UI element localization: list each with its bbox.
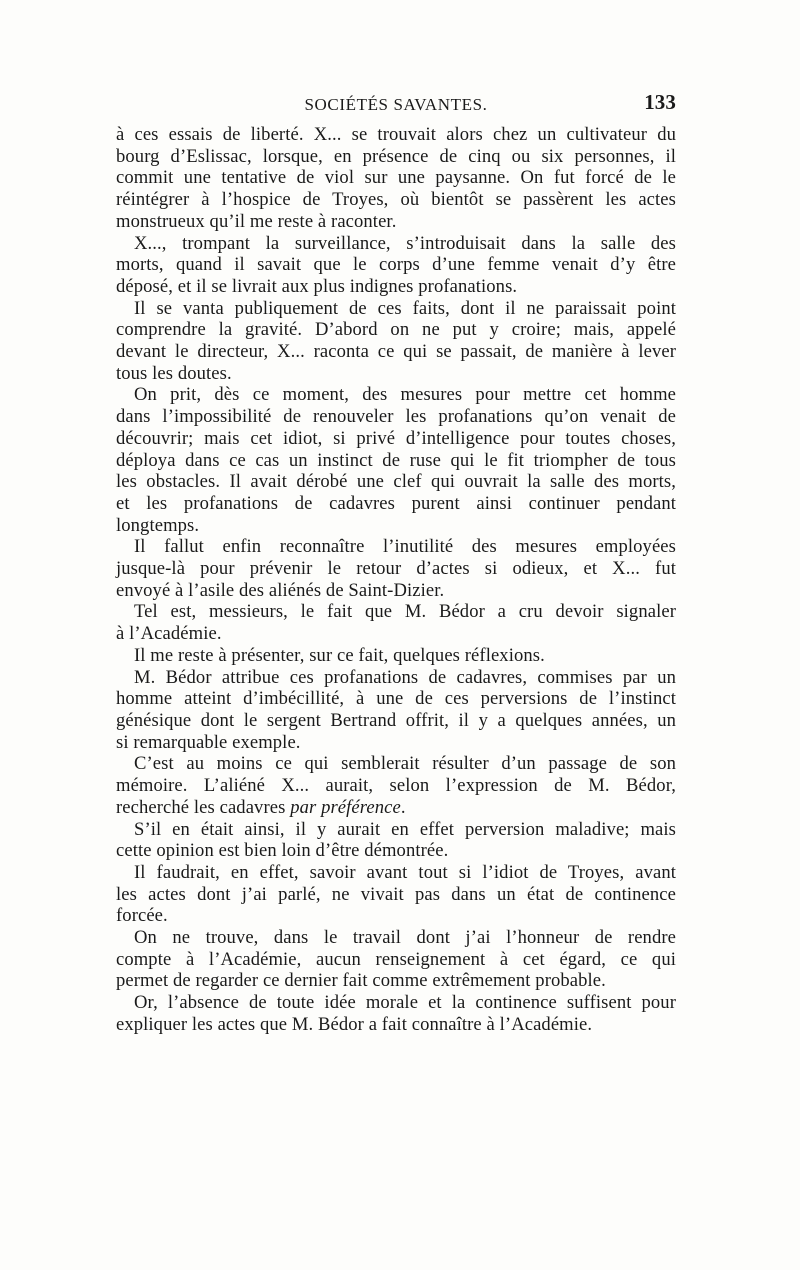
text-line: longtemps. [116,514,200,536]
text-line: comprendre la gravité. D’abord on ne put y croire; mais, appelé [116,319,676,341]
text-line: à l’Académie. [116,623,222,645]
text-line: les actes dont j’ai parlé, ne vivait pas dans un état de continence [116,883,676,905]
paragraph [116,927,676,992]
text-line: tous les doutes. [116,362,232,384]
text-line: cette opinion est bien loin d’être démontrée. [116,840,449,862]
text-line: Il faudrait, en effet, savoir avant tout si l’idiot de Troyes, avant [134,861,676,883]
paragraph [116,298,676,385]
text-line: monstrueux qu’il me reste à raconter. [116,210,397,232]
text-line: découvrir; mais cet idiot, si privé d’intelligence pour toutes choses, [116,427,676,449]
paragraph [116,667,676,754]
text-line: à ces essais de liberté. X... se trouvait alors chez un cultivateur du [116,124,676,145]
text-block [116,92,676,1036]
paragraph [116,645,676,667]
text-line: réintégrer à l’hospice de Troyes, où bientôt se passèrent les actes [116,189,676,211]
text-line: déploya dans ce cas un instinct de ruse qui le fit triompher de tous [116,449,676,471]
text-line: si remarquable exemple. [116,731,301,753]
text-line: morts, quand il savait que le corps d’une femme venait d’y être [116,254,676,276]
text-line: On prit, dès ce moment, des mesures pour mettre cet homme [134,384,676,406]
text-segment: recherché les cadavres [116,796,291,818]
text-line: On ne trouve, dans le travail dont j’ai l’honneur de rendre [134,927,676,949]
text-line: mémoire. L’aliéné X... aurait, selon l’expression de M. Bédor, [116,775,676,797]
text-line: et les profanations de cadavres purent ainsi continuer pendant [116,492,676,514]
text-line: Il se vanta publiquement de ces faits, dont il ne paraissait point [134,297,676,319]
text-line: jusque-là pour prévenir le retour d’actes si odieux, et X... fut [116,558,676,580]
text-line: génésique dont le sergent Bertrand offrit, il y a quelques années, un [116,709,676,731]
running-title: SOCIÉTÉS SAVANTES. [304,95,488,114]
text-line: bourg d’Eslissac, lorsque, en présence de cinq ou six personnes, il [116,145,676,167]
text-line: M. Bédor attribue ces profanations de cadavres, commises par un [134,666,676,688]
text-line: Il fallut enfin reconnaître l’inutilité des mesures employées [134,536,676,558]
text-line: déposé, et il se livrait aux plus indignes profanations. [116,275,518,297]
text-line: envoyé à l’asile des aliénés de Saint-Dizier. [116,579,445,601]
paragraph [116,819,676,862]
paragraph [116,233,676,298]
text-line: Il me reste à présenter, sur ce fait, quelques réflexions. [134,644,545,666]
text-line: homme atteint d’imbécillité, à une de ces perversions de l’instinct [116,688,676,710]
paragraph [116,862,676,927]
paragraph [116,124,676,233]
page-number: 133 [644,90,676,114]
text-line: commit une tentative de viol sur une paysanne. On fut forcé de le [116,167,676,189]
paragraph [116,384,676,536]
text-line: forcée. [116,905,168,927]
paragraph [116,536,676,601]
paragraph [116,992,676,1035]
text-line: Tel est, messieurs, le fait que M. Bédor a cru devoir signaler [134,601,676,623]
text-line: devant le directeur, X... raconta ce qui se passait, de manière à lever [116,341,676,363]
text-line: permet de regarder ce dernier fait comme extrêmement probable. [116,970,606,992]
text-line: Or, l’absence de toute idée morale et la continence suffisent pour [134,992,676,1014]
text-segment: . [400,796,406,818]
italic-phrase: par préférence [290,796,401,818]
paragraph [116,753,676,818]
text-line: C’est au moins ce qui semblerait résulter d’un passage de son [134,753,676,775]
text-line: S’il en était ainsi, il y aurait en effet perversion maladive; mais [134,818,676,840]
text-line: les obstacles. Il avait dérobé une clef qui ouvrait la salle des morts, [116,471,676,493]
text-line [116,797,676,819]
paragraph [116,601,676,644]
text-line: expliquer les actes que M. Bédor a fait connaître à l’Académie. [116,1013,593,1035]
running-head [116,92,676,122]
text-line: dans l’impossibilité de renouveler les profanations qu’on venait de [116,406,676,428]
text-line: X..., trompant la surveillance, s’introduisait dans la salle des [134,232,676,254]
text-line: compte à l’Académie, aucun renseignement à cet égard, ce qui [116,948,676,970]
